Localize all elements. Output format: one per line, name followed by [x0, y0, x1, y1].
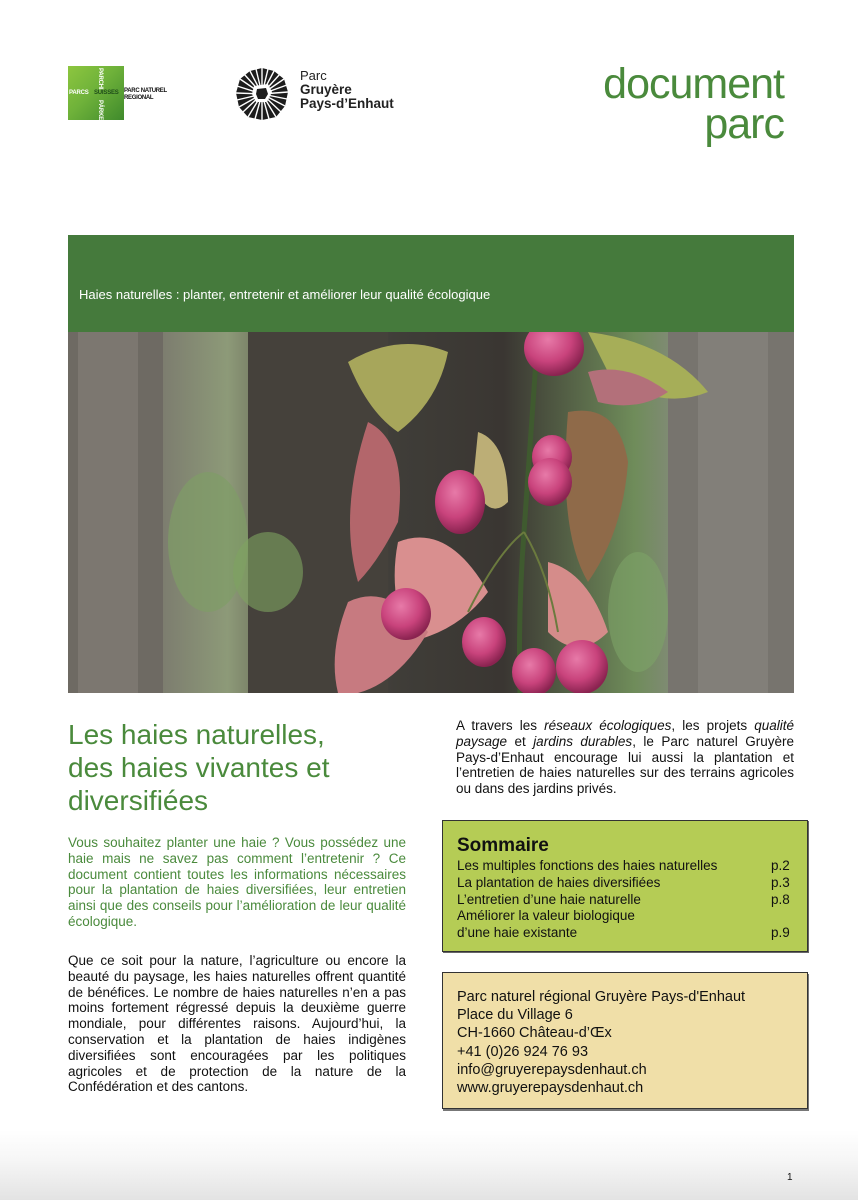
- cover-photo: [68, 332, 794, 693]
- toc-item-page: p.3: [771, 874, 790, 890]
- italic-term-reseaux: réseaux écologiques: [544, 718, 672, 733]
- parcs-suisses-logo: [68, 66, 124, 120]
- logo-word-parchi: PARCHI: [97, 68, 103, 90]
- toc-item-label: La plantation de haies diversifiées: [457, 874, 661, 890]
- toc-item-page: p.8: [771, 891, 790, 907]
- right-paragraph: [456, 718, 794, 797]
- logo-word-suisses: SUISSES: [94, 90, 119, 96]
- intro-paragraph: Vous souhaitez planter une haie ? Vous possédez une haie mais ne savez pas comment l’entretenir ? Ce document contient toutes les informations nécessaires pour la plantation de haies diversifiées, leur entretien ainsi que des conseils pour l’amélioration de leur qualité écologique.: [68, 835, 406, 929]
- page-number: 1: [787, 1172, 793, 1183]
- wordmark-parc: Parc: [300, 68, 327, 83]
- parc-naturel-regional-label: [124, 88, 167, 102]
- heading-line3: diversifiées: [68, 785, 209, 816]
- toc-item[interactable]: [457, 858, 797, 875]
- toc-list: [457, 858, 797, 942]
- body-paragraph: Que ce soit pour la nature, l’agriculture ou encore la beauté du paysage, les haies naturelles offrent quantité de bénéfices. Le nombre de haies naturelles n’en a pas moins fortement régressé depuis la deuxième guerre mondiale, pour différentes raisons. Aujourd’hui, la conservation et la plantation de haies indigènes diversifiées sont encouragées par les politiques agricoles et de protection de la nature de la Confédération et des cantons.: [68, 953, 406, 1095]
- table-of-contents-box: [442, 820, 808, 952]
- toc-item-label: Les multiples fonctions des haies naturelles: [457, 858, 718, 873]
- toc-item-label: d’une haie existante: [457, 925, 578, 941]
- main-heading: [68, 718, 418, 817]
- contact-details: [457, 988, 745, 1097]
- contact-box: [442, 972, 808, 1109]
- text-run: , le Parc naturel Gruyère Pays-d’Enhaut encourage lui aussi la plantation et l’entretien de haies naturelles sur des terrains agricoles ou dans des jardins privés.: [456, 733, 794, 797]
- wordmark-pays-denhaut: Pays-d’Enhaut: [300, 96, 394, 111]
- toc-item[interactable]: [457, 925, 797, 942]
- doc-title-line1: document: [603, 60, 784, 108]
- logo-word-paerke: PÄRKE: [97, 100, 103, 121]
- wordmark-gruyere: Gruyère: [300, 82, 352, 97]
- title-banner: [68, 235, 794, 332]
- heading-line2: des haies vivantes et: [68, 752, 330, 783]
- toc-item-page: [771, 908, 797, 925]
- toc-item-page: p.9: [771, 925, 790, 941]
- toc-item[interactable]: [457, 908, 797, 925]
- label-line1: PARC NATUREL: [124, 88, 167, 94]
- text-run: et: [507, 733, 534, 749]
- document-type-title: [603, 60, 784, 148]
- label-line2: REGIONAL: [124, 95, 154, 101]
- text-run: A travers les: [456, 718, 545, 733]
- toc-item-label: L’entretien d’une haie naturelle: [457, 891, 641, 907]
- italic-term-qualite-paysage: qualité paysage: [456, 718, 794, 749]
- toc-title: Sommaire: [457, 835, 549, 856]
- banner-subtitle: Haies naturelles : planter, entretenir et améliorer leur qualité écologique: [79, 287, 491, 302]
- contact-organization: Parc naturel régional Gruyère Pays-d'Enhaut: [457, 989, 746, 1005]
- toc-item[interactable]: [457, 875, 797, 892]
- toc-item-page: p.2: [771, 858, 790, 873]
- logo-word-parcs: PARCS: [69, 90, 89, 96]
- heading-line1: Les haies naturelles,: [68, 719, 325, 750]
- toc-item[interactable]: [457, 892, 797, 909]
- italic-term-jardins-durables: jardins durables: [533, 733, 633, 749]
- contact-email-link[interactable]: info@gruyerepaysdenhaut.ch: [457, 1061, 647, 1078]
- text-run: , les projets: [671, 718, 755, 733]
- doc-title-line2: parc: [704, 100, 784, 148]
- gruyere-pays-denhaut-wordmark: [300, 69, 394, 111]
- gruyere-pays-denhaut-emblem-icon: [234, 66, 290, 122]
- toc-item-label: Améliorer la valeur biologique: [457, 908, 635, 924]
- contact-city: CH-1660 Château-d’Œx: [457, 1025, 612, 1042]
- contact-street: Place du Village 6: [457, 1007, 573, 1024]
- contact-phone[interactable]: +41 (0)26 924 76 93: [457, 1043, 589, 1060]
- contact-website-link[interactable]: www.gruyerepaysdenhaut.ch: [457, 1080, 644, 1097]
